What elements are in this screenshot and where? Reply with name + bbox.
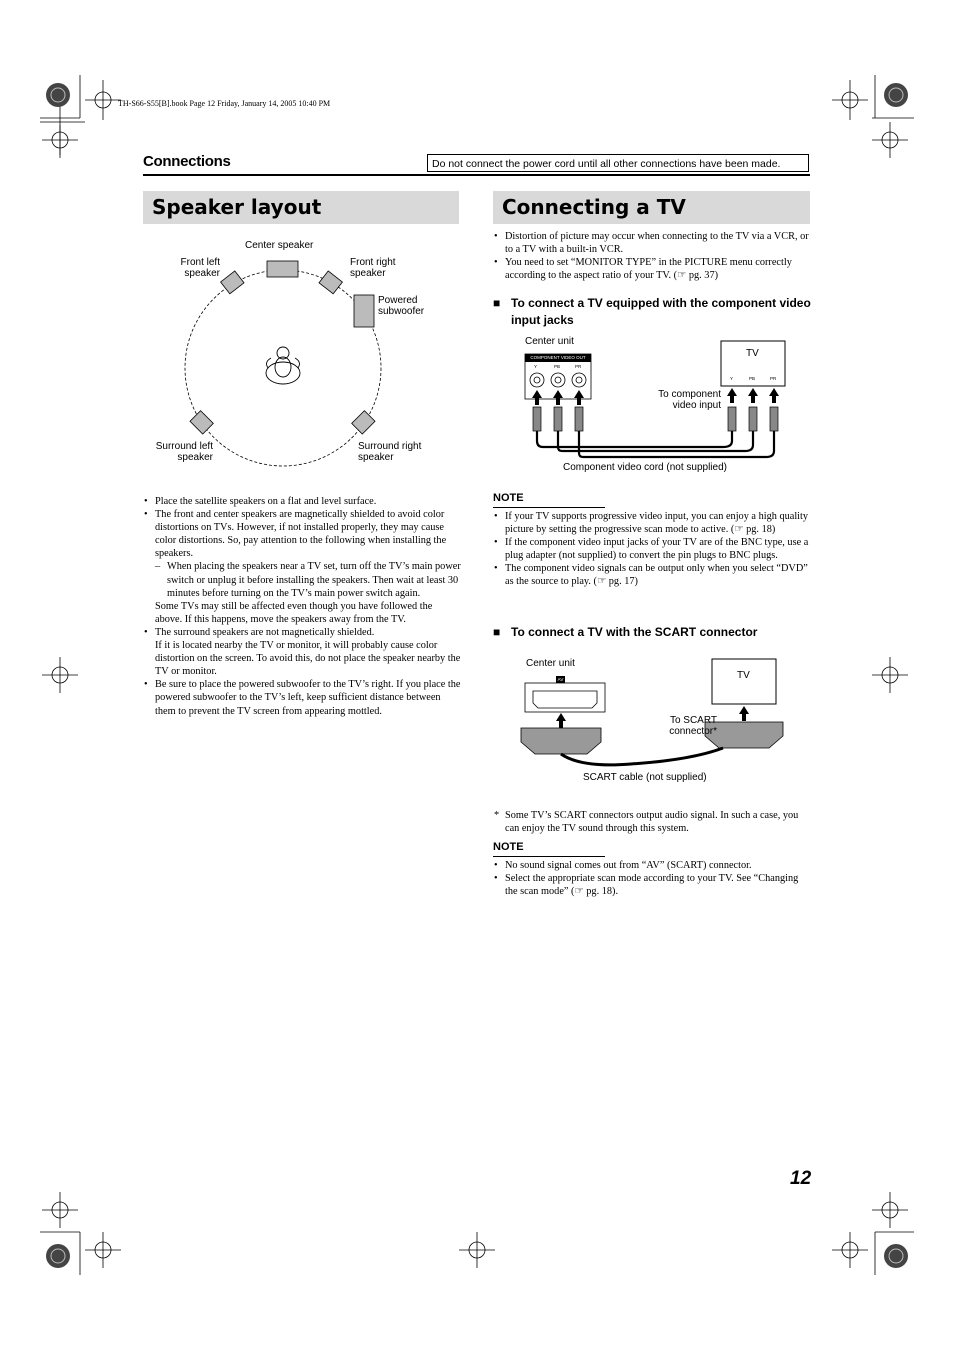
footnote-item: * Some TV’s SCART connectors output audio signal. In such a case, you can enjoy the TV sound through this system. bbox=[493, 809, 813, 835]
center-speaker-label: Center speaker bbox=[245, 240, 314, 251]
listener-icon bbox=[266, 347, 300, 384]
subwoofer-icon bbox=[354, 295, 374, 327]
front-left-label-line2: speaker bbox=[184, 268, 220, 279]
page-number: 12 bbox=[790, 1168, 812, 1189]
scart-socket bbox=[533, 691, 597, 708]
front-right-label-line1: Front right bbox=[350, 257, 396, 268]
file-meta: TH-S66-S55[B].book Page 12 Friday, January 14, 2005 10:40 PM bbox=[118, 99, 331, 108]
surround-right-speaker-icon bbox=[352, 411, 375, 434]
scart-footnote bbox=[493, 809, 813, 835]
to-scart-line2: connector* bbox=[669, 726, 717, 737]
component-heading bbox=[493, 295, 813, 329]
scart-notes bbox=[493, 859, 813, 898]
to-scart-line1: To SCART bbox=[669, 715, 717, 726]
component-heading-text: To connect a TV equipped with the component video input jacks bbox=[511, 296, 811, 327]
list-item: • You need to set “MONITOR TYPE” in the PICTURE menu correctly according to the aspect ratio of your TV. (☞ pg. 37) bbox=[493, 256, 813, 282]
scart-center-unit-label: Center unit bbox=[526, 658, 575, 669]
speaker-layout-notes bbox=[143, 495, 461, 718]
surround-right-label-line1: Surround right bbox=[358, 441, 422, 452]
note-label: NOTE bbox=[493, 492, 524, 504]
tv-jack-y-label: Y bbox=[730, 376, 734, 381]
scart-tv-label: TV bbox=[737, 670, 750, 681]
center-speaker-icon bbox=[267, 261, 298, 277]
surround-left-speaker-icon bbox=[190, 411, 213, 434]
to-component-input-line1: To component bbox=[658, 389, 721, 400]
list-item: • The surround speakers are not magnetically shielded. bbox=[143, 626, 461, 639]
front-right-speaker-icon bbox=[319, 271, 342, 294]
center-unit-label: Center unit bbox=[525, 336, 574, 347]
component-out-label: COMPONENT VIDEO OUT bbox=[530, 355, 586, 360]
square-bullet-icon: ■ bbox=[493, 625, 501, 639]
surround-left-label-line2: speaker bbox=[177, 452, 213, 463]
note-rule bbox=[493, 856, 605, 857]
list-item: Some TVs may still be affected even though you have followed the above. If this happens, move the speakers away from the TV. bbox=[155, 600, 433, 625]
list-item: • Be sure to place the powered subwoofer to the TV’s right. If you place the powered subwoofer to the TV’s left, keep sufficient distance between them to prevent the TV screen from appearing mottled. bbox=[143, 678, 461, 717]
output-jacks bbox=[530, 373, 586, 387]
scart-cable-label: SCART cable (not supplied) bbox=[583, 772, 707, 783]
list-item: • Distortion of picture may occur when connecting to the TV via a VCR, or to a TV with a built-in VCR. bbox=[493, 230, 813, 256]
cable-wires bbox=[537, 431, 774, 457]
list-item: – When placing the speakers near a TV set, turn off the TV’s main power switch or unplug it before installing the speakers. Then wait at least 30 minutes before turning on the TV’s main power switch again. bbox=[143, 560, 461, 599]
section-title: Connections bbox=[143, 153, 231, 170]
front-right-label-line2: speaker bbox=[350, 268, 386, 279]
list-item: • Select the appropriate scan mode according to your TV. See “Changing the scan mode” (☞ pg. 18). bbox=[493, 872, 813, 898]
listening-circle bbox=[185, 270, 381, 466]
component-cord-label: Component video cord (not supplied) bbox=[563, 462, 727, 473]
note-label: NOTE bbox=[493, 841, 524, 853]
front-left-label-line1: Front left bbox=[180, 257, 220, 268]
subwoofer-label-line1: Powered bbox=[378, 295, 418, 306]
list-item: • No sound signal comes out from “AV” (SCART) connector. bbox=[493, 859, 813, 872]
tv-label: TV bbox=[746, 348, 759, 359]
list-item: • Place the satellite speakers on a flat and level surface. bbox=[143, 495, 461, 508]
tv-jack-pb-label: PB bbox=[749, 376, 756, 381]
connecting-tv-intro bbox=[493, 230, 813, 282]
note-rule bbox=[493, 507, 605, 508]
jack-y-label: Y bbox=[534, 364, 538, 369]
header-rule bbox=[143, 174, 810, 176]
list-item: • The front and center speakers are magnetically shielded to avoid color distortions on TVs. However, if not installed properly, they may cause color distortions. So, pay attention to the following when installing the speakers. bbox=[143, 508, 461, 560]
subwoofer-label-line2: subwoofer bbox=[378, 306, 425, 317]
speaker-layout-title: Speaker layout bbox=[143, 191, 459, 224]
scart-heading-text: To connect a TV with the SCART connector bbox=[511, 625, 758, 639]
to-component-input-line2: video input bbox=[672, 400, 721, 411]
list-item: • If your TV supports progressive video input, you can enjoy a high quality picture by setting the progressive scan mode to active. (☞ pg. 18) bbox=[493, 510, 813, 536]
speaker-layout-diagram bbox=[143, 233, 459, 473]
component-notes bbox=[493, 510, 813, 589]
connecting-tv-title: Connecting a TV bbox=[493, 191, 810, 224]
surround-right-label-line2: speaker bbox=[358, 452, 394, 463]
list-item: • The component video signals can be output only when you select “DVD” as the source to play. (☞ pg. 17) bbox=[493, 562, 813, 588]
av-label: AV bbox=[557, 677, 564, 682]
tv-box bbox=[712, 659, 776, 704]
square-bullet-icon: ■ bbox=[493, 296, 501, 310]
power-cord-warning: Do not connect the power cord until all other connections have been made. bbox=[427, 154, 809, 172]
surround-left-label-line1: Surround left bbox=[155, 441, 213, 452]
list-item: • If the component video input jacks of your TV are of the BNC type, use a plug adapter (not supplied) to convert the pin plugs to BNC plugs. bbox=[493, 536, 813, 562]
scart-diagram bbox=[493, 654, 813, 789]
jack-pb-label: PB bbox=[554, 364, 561, 369]
tv-jack-pr-label: PR bbox=[770, 376, 777, 381]
front-left-speaker-icon bbox=[221, 271, 244, 294]
component-video-diagram bbox=[493, 333, 813, 478]
jack-pr-label: PR bbox=[575, 364, 582, 369]
list-item: If it is located nearby the TV or monitor, it will probably cause color distortion on the screen. To avoid this, do not place the speaker nearby the TV or monitor. bbox=[155, 640, 461, 678]
scart-heading bbox=[493, 624, 813, 641]
